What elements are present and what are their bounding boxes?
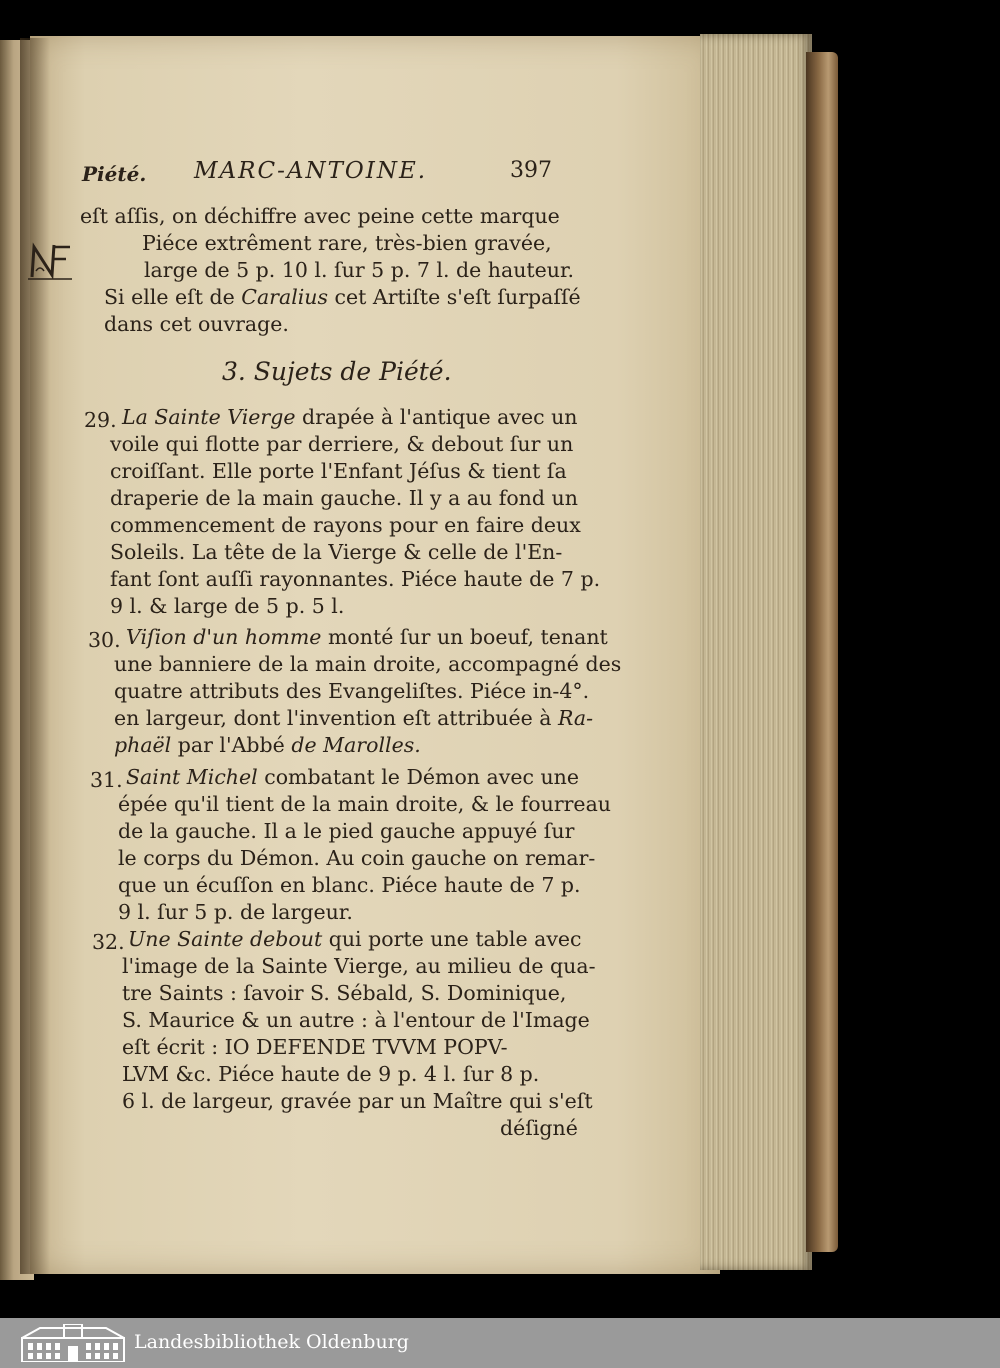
text-line: Piéce extrêment rare, très-bien gravée, [142, 231, 552, 255]
library-name: Landesbibliothek Oldenburg [134, 1331, 409, 1353]
text-line: eſt écrit : IO DEFENDE TVVM POPV- [122, 1035, 508, 1059]
entry-number: 31. [90, 768, 123, 792]
text-line: une banniere de la main droite, accompagné des [114, 652, 622, 676]
text-line: Une Sainte debout qui porte une table avec [128, 927, 582, 951]
text-line: quatre attributs des Evangeliſtes. Piéce in-4°. [114, 679, 590, 703]
text-line: dans cet ouvrage. [104, 312, 289, 336]
text-line: épée qu'il tient de la main droite, & le fourreau [118, 792, 611, 816]
text-line: croiſſant. Elle porte l'Enfant Jéſus & tient ſa [110, 459, 567, 483]
text-line: LVM &c. Piéce haute de 9 p. 4 l. ſur 8 p. [122, 1062, 540, 1086]
engraver-monogram-icon [26, 241, 74, 281]
entry-number: 30. [88, 628, 121, 652]
text-line: Si elle eſt de Caralius cet Artiſte s'eſt ſurpaſſé [104, 285, 581, 309]
text-line: phaël par l'Abbé de Marolles. [114, 733, 421, 757]
text-line: large de 5 p. 10 l. ſur 5 p. 7 l. de hauteur. [144, 258, 575, 282]
page-number: 397 [510, 158, 552, 183]
page-gutter [20, 38, 50, 1274]
text-line: que un écuſſon en blanc. Piéce haute de 7 p. [118, 873, 581, 897]
text-line: Saint Michel combatant le Démon avec une [126, 765, 579, 789]
running-head [82, 158, 552, 186]
text-line: de la gauche. Il a le pied gauche appuyé ſur [118, 819, 575, 843]
running-head-left: Piété. [82, 162, 147, 186]
text-line: 9 l. ſur 5 p. de largeur. [118, 900, 353, 924]
running-head-title: MARC-ANTOINE. [194, 158, 428, 184]
text-line: draperie de la main gauche. Il y a au fond un [110, 486, 578, 510]
library-building-icon [20, 1324, 126, 1362]
text-line: commencement de rayons pour en faire deux [110, 513, 581, 537]
text-line: le corps du Démon. Au coin gauche on remar- [118, 846, 596, 870]
catchword: déſigné [500, 1116, 578, 1140]
entry-number: 32. [92, 930, 125, 954]
text-line: en largeur, dont l'invention eſt attribuée à Ra- [114, 706, 594, 730]
entry-number: 29. [84, 408, 117, 432]
book-cover-edge [806, 52, 838, 1252]
text-line: l'image de la Sainte Vierge, au milieu de qua- [122, 954, 596, 978]
text-line: 6 l. de largeur, gravée par un Maître qui s'eſt [122, 1089, 593, 1113]
text-line: Viſion d'un homme monté ſur un boeuf, tenant [126, 625, 608, 649]
text-line: tre Saints : ſavoir S. Sébald, S. Dominique, [122, 981, 567, 1005]
section-heading: 3. Sujets de Piété. [222, 357, 452, 386]
text-line: fant ſont auſſi rayonnantes. Piéce haute de 7 p. [110, 567, 601, 591]
page-fore-edge [700, 34, 812, 1270]
text-line: La Sainte Vierge drapée à l'antique avec un [122, 405, 578, 429]
text-line: 9 l. & large de 5 p. 5 l. [110, 594, 345, 618]
text-line: Soleils. La tête de la Vierge & celle de l'En- [110, 540, 563, 564]
text-line: eſt aſſis, on déchiffre avec peine cette marque [80, 204, 560, 228]
text-line: voile qui flotte par derriere, & debout ſur un [110, 432, 574, 456]
text-line: S. Maurice & un autre : à l'entour de l'Image [122, 1008, 590, 1032]
library-footer [0, 1318, 1000, 1368]
